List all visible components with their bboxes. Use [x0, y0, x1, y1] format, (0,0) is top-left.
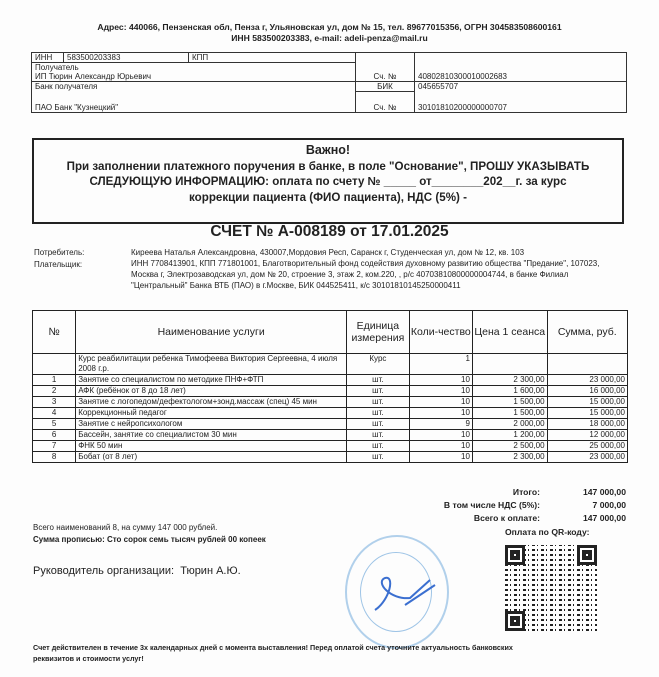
director-label: Руководитель организации:	[33, 565, 175, 577]
cell-qty: 10	[409, 452, 472, 463]
cell-unit: шт.	[347, 452, 410, 463]
cell-qty: 10	[409, 441, 472, 452]
cell-price: 1 200,00	[472, 430, 547, 441]
cell-n: 1	[33, 375, 76, 386]
cell-qty: 10	[409, 375, 472, 386]
cell-n: 6	[33, 430, 76, 441]
kpp-label: КПП	[189, 53, 356, 63]
table-row	[33, 375, 628, 386]
notice-line: При заполнении платежного поручения в банке, в поле "Основание", ПРОШУ УКАЗЫВАТЬ	[66, 159, 590, 173]
signature-icon	[370, 570, 440, 615]
cell-sum: 15 000,00	[547, 397, 627, 408]
cell-n: 5	[33, 419, 76, 430]
notice-line: коррекции пациента (ФИО пациента), НДС (5%) -	[189, 190, 467, 204]
table-row	[33, 397, 628, 408]
services-table	[32, 310, 628, 463]
consumer-value: Киреева Наталья Александровна, 430007,Мордовия Респ, Саранск г, Студенческая ул, дом № 12, кв. 103	[131, 248, 525, 257]
director-line	[33, 565, 241, 577]
cell-name: Занятие со специалистом по методике ПНФ+ФТП	[76, 375, 347, 386]
cell-sum: 16 000,00	[547, 386, 627, 397]
vat-label: В том числе НДС (5%):	[443, 500, 540, 510]
cell-price: 1 500,00	[472, 397, 547, 408]
inn-value: 583500203383	[64, 53, 189, 63]
validity-note: Счет действителен в течение 3х календарных дней с момента выставления! Перед оплатой счета уточните актуальность банковских	[33, 643, 513, 652]
cell-price: 2 000,00	[472, 419, 547, 430]
payment-qr-code	[505, 545, 597, 631]
table-row	[33, 430, 628, 441]
cell-name: Коррекционный педагог	[76, 408, 347, 419]
cell-n: 4	[33, 408, 76, 419]
cell-name: Бобат (от 8 лет)	[76, 452, 347, 463]
company-inn-email: ИНН 583500203383, e-mail: adeli-penza@mail.ru	[231, 33, 428, 43]
course-qty: 1	[409, 354, 472, 375]
cell-price: 2 500,00	[472, 441, 547, 452]
cell-price: 2 300,00	[472, 452, 547, 463]
company-address: Адрес: 440066, Пензенская обл, Пенза г, Ульяновская ул, дом № 15, тел. 89677015356, ОГРН 304583508600161	[97, 22, 562, 32]
notice-heading: Важно!	[305, 143, 351, 157]
cell-name: Бассейн, занятие со специалистом 30 мин	[76, 430, 347, 441]
course-name: Курс реабилитации ребенка Тимофеева Виктория Сергеевна, 4 июля 2008 г.р.	[76, 354, 347, 375]
cell-sum: 23 000,00	[547, 375, 627, 386]
bank-details-table	[31, 52, 627, 113]
cell-name: АФК (ребёнок от 8 до 18 лет)	[76, 386, 347, 397]
cell-sum: 15 000,00	[547, 408, 627, 419]
amount-in-words: Сумма прописью: Сто сорок семь тысяч рублей 00 копеек	[33, 535, 266, 544]
cell-qty: 10	[409, 430, 472, 441]
bik-label: БИК	[356, 82, 415, 92]
cell-price: 1 500,00	[472, 408, 547, 419]
payer-label: Плательщик:	[34, 260, 83, 269]
cell-sum: 23 000,00	[547, 452, 627, 463]
cell-unit: шт.	[347, 419, 410, 430]
consumer-label: Потребитель:	[34, 248, 85, 257]
cell-qty: 10	[409, 386, 472, 397]
table-row	[33, 408, 628, 419]
cell-unit: шт.	[347, 430, 410, 441]
cell-name: ФНК 50 мин	[76, 441, 347, 452]
vat-value: 7 000,00	[592, 500, 626, 510]
inn-label: ИНН	[32, 53, 64, 63]
cell-name: Занятие с логопедом/дефектологом+зонд.массаж (спец) 45 мин	[76, 397, 347, 408]
account-number: 40802810300010002683	[415, 72, 627, 82]
course-unit: Курс	[347, 354, 410, 375]
bank-name: ПАО Банк "Кузнецкий"	[32, 92, 356, 113]
invoice-title: СЧЕТ № А-008189 от 17.01.2025	[210, 223, 449, 240]
validity-note-2: реквизитов и стоимости услуг!	[33, 654, 144, 663]
cell-n: 3	[33, 397, 76, 408]
cell-sum: 18 000,00	[547, 419, 627, 430]
corr-account: 30101810200000000707	[415, 92, 627, 113]
recipient-label: Получатель	[32, 63, 356, 73]
cell-price: 1 600,00	[472, 386, 547, 397]
cell-qty: 10	[409, 397, 472, 408]
cell-sum: 25 000,00	[547, 441, 627, 452]
cell-unit: шт.	[347, 375, 410, 386]
account-label: Сч. №	[356, 72, 415, 82]
cell-n: 7	[33, 441, 76, 452]
cell-unit: шт.	[347, 408, 410, 419]
payer-value: ИНН 7708413901, КПП 771801001, Благотворительный фонд содействия духовному развитию общества "Предание", 107023, Москва г, Электрозаводская ул, дом № 20, строение 3, этаж 2, ком.220, , р/с 40703810800000004744, в банке Филиал "Центральный" Банка ВТБ (ПАО) в г.Москве, БИК 044525411, к/с 30101810145250000411	[131, 259, 600, 290]
items-count: Всего наименований 8, на сумму 147 000 рублей.	[33, 523, 218, 532]
cell-unit: шт.	[347, 397, 410, 408]
cell-qty: 9	[409, 419, 472, 430]
total-label: Итого:	[512, 487, 540, 497]
recipient-name: ИП Тюрин Александр Юрьевич	[32, 72, 356, 82]
cell-n: 8	[33, 452, 76, 463]
due-label: Всего к оплате:	[473, 513, 540, 523]
important-notice	[32, 138, 624, 224]
director-name: Тюрин А.Ю.	[180, 565, 241, 577]
cell-name: Занятие с нейропсихологом	[76, 419, 347, 430]
column-header: Коли-чество	[409, 311, 472, 354]
column-header: №	[33, 311, 76, 354]
bank-label: Банк получателя	[32, 82, 356, 92]
qr-label: Оплата по QR-коду:	[505, 527, 590, 537]
corr-label: Сч. №	[356, 92, 415, 113]
table-row	[33, 441, 628, 452]
column-header: Сумма, руб.	[547, 311, 627, 354]
cell-n: 2	[33, 386, 76, 397]
due-value: 147 000,00	[582, 513, 626, 523]
table-row	[33, 452, 628, 463]
table-row	[33, 419, 628, 430]
notice-line: СЛЕДУЮЩУЮ ИНФОРМАЦИЮ: оплата по счету № _____ от________202__г. за курс	[89, 175, 567, 188]
table-row	[33, 386, 628, 397]
column-header: Цена 1 сеанса	[472, 311, 547, 354]
column-header: Единица измерения	[347, 311, 410, 354]
cell-unit: шт.	[347, 386, 410, 397]
bik-value: 045655707	[415, 82, 627, 92]
cell-sum: 12 000,00	[547, 430, 627, 441]
column-header: Наименование услуги	[76, 311, 347, 354]
cell-qty: 10	[409, 408, 472, 419]
cell-unit: шт.	[347, 441, 410, 452]
total-value: 147 000,00	[582, 487, 626, 497]
cell-price: 2 300,00	[472, 375, 547, 386]
